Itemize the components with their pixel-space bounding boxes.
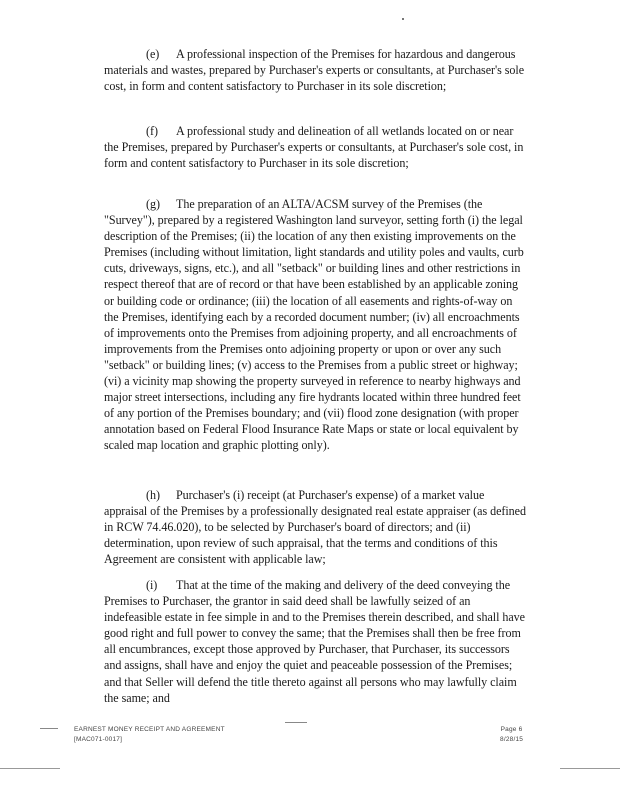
- paragraph-h: [104, 487, 528, 567]
- footer-page-info: [500, 725, 523, 745]
- scan-artifact-line: [560, 768, 620, 769]
- paragraph-g: [104, 196, 528, 454]
- scan-artifact-line: [40, 728, 58, 729]
- paragraph-text: Purchaser's (i) receipt (at Purchaser's expense) of a market value appraisal of the Premises by a professionally designated real estate appraiser (as defined in RCW 74.46.020), to be selected by Purchaser's board of directors; and (ii) determination, upon review of such appraisal, that the terms and conditions of this Agreement are consistent with applicable law;: [104, 488, 526, 567]
- paragraph-marker: (f): [146, 124, 158, 138]
- scan-speck: [402, 18, 404, 20]
- paragraph-marker: (e): [146, 47, 160, 61]
- paragraph-marker: (h): [146, 488, 160, 502]
- paragraph-marker: (i): [146, 578, 158, 592]
- paragraph-text: A professional study and delineation of all wetlands located on or near the Premises, prepared by Purchaser's experts or consultants, at Purchaser's sole cost, in form and content satisfactory to Purchaser in its sole discretion;: [104, 124, 524, 171]
- paragraph-e: [104, 46, 528, 94]
- paragraph-f: [104, 123, 528, 171]
- paragraph-marker: (g): [146, 197, 160, 211]
- paragraph-i: [104, 577, 528, 706]
- footer-page-number: Page 6: [500, 726, 523, 733]
- paragraph-text: That at the time of the making and delivery of the deed conveying the Premises to Purchaser, the grantor in said deed shall be lawfully seized of an indefeasible estate in fee simple in and to the Premises therein described, and shall have good right and full power to convey the same; that the Premises shall then be free from all encumbrances, except those approved by Purchaser, that Purchaser, its successors and assigns, shall have and enjoy the quiet and peaceable possession of the Premises; and that Seller will defend the title thereto against all persons who may lawfully claim the same; and: [104, 578, 525, 705]
- paragraph-text: The preparation of an ALTA/ACSM survey of the Premises (the "Survey"), prepared by a registered Washington land surveyor, setting forth (i) the legal description of the Premises; (ii) the location of any then existing improvements on the Premises (including without limitation, light standards and utility poles and vaults, curb cuts, driveways, signs, etc.), and all "setback" or building lines and other restrictions in respect thereof that are of record or that have been established by an applicable zoning or building code or ordinance; (iii) the location of all easements and rights-of-way on the Premises, identifying each by a recorded document number; (iv) all encroachments of improvements onto the Premises from adjoining property, and all encroachments of improvements from the Premises onto adjoining property or upon or over any such "setback" or building lines; (v) access to the Premises from a public street or highway; (vi) a vicinity map showing the property surveyed in reference to nearby highways and major street intersections, including any fire hydrants located within three hundred feet of any portion of the Premises boundary; and (vii) flood zone designation (with proper annotation based on Federal Flood Insurance Rate Maps or state or local equivalent by scaled map location and graphic plotting only).: [104, 197, 524, 453]
- scan-artifact-line: [0, 768, 60, 769]
- footer-date: 8/28/15: [500, 736, 524, 743]
- footer-reference-line: [MAC071-0017]: [74, 736, 123, 743]
- footer-document-title: [74, 725, 225, 745]
- paragraph-text: A professional inspection of the Premises for hazardous and dangerous materials and wastes, prepared by Purchaser's experts or consultants, at Purchaser's sole cost, in form and content satisfactory to Purchaser in its sole discretion;: [104, 47, 525, 94]
- footer-title-line: EARNEST MONEY RECEIPT AND AGREEMENT: [74, 726, 225, 733]
- scan-artifact-line: [285, 722, 307, 723]
